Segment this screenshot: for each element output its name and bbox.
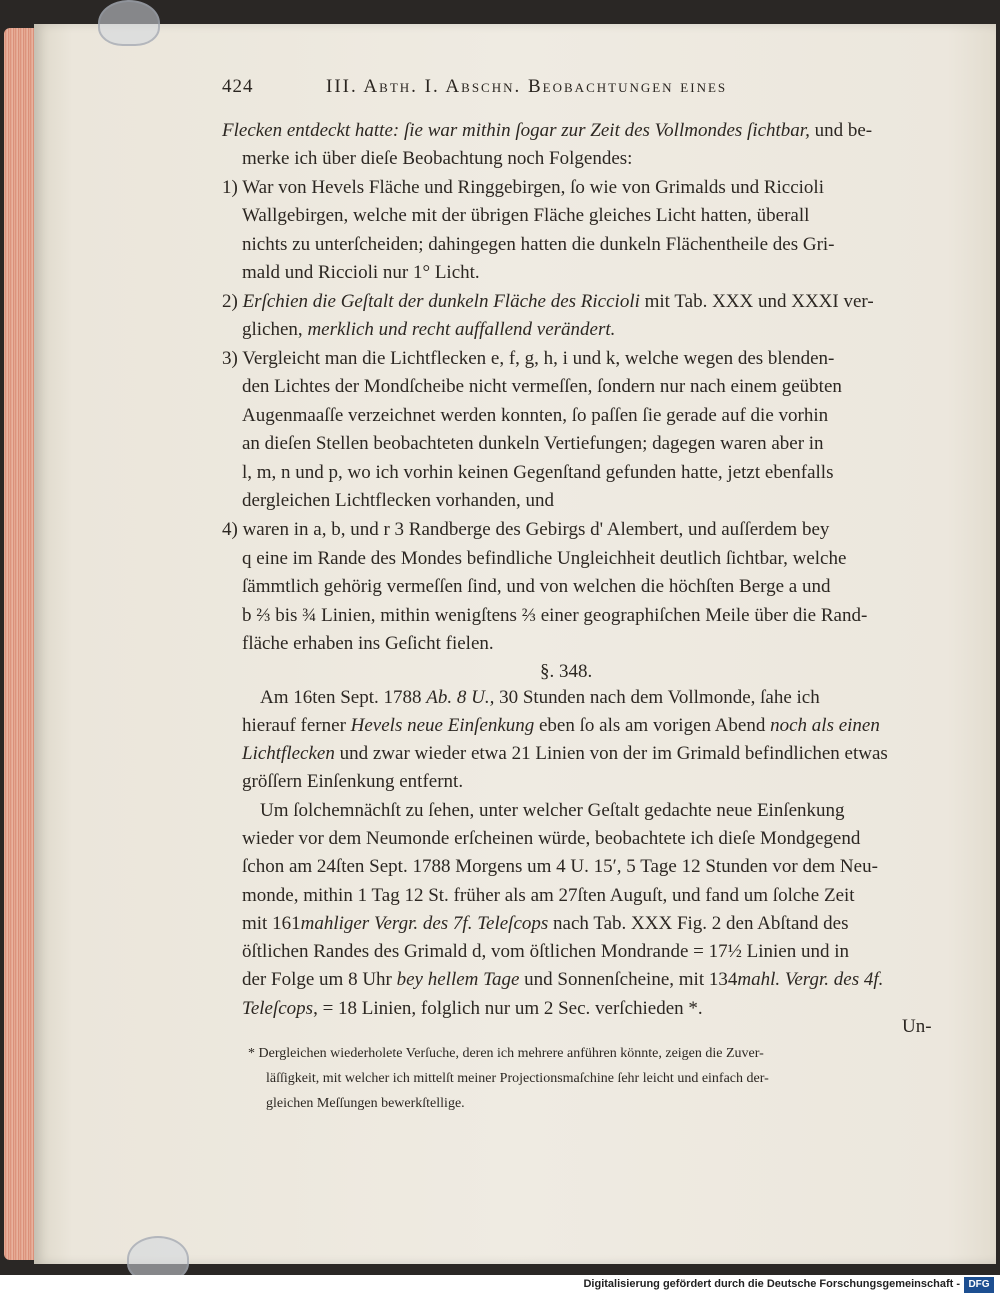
text-line: wieder vor dem Neumonde erſcheinen würde, beobachtete ich dieſe Mondgegend [242, 828, 861, 849]
text-line: nichts zu unterſcheiden; dahingegen hatten die dunkeln Flächentheile des Gri- [242, 234, 835, 255]
text-line: q eine im Rande des Mondes befindliche Ungleichheit deutlich ſichtbar, welche [242, 548, 847, 569]
text-line [260, 685, 820, 711]
text-line [222, 118, 872, 144]
text-line: Wallgebirgen, welche mit der übrigen Fläche gleiches Licht hatten, überall [242, 205, 810, 226]
text-line: merke ich über dieſe Beobachtung noch Folgendes: [242, 148, 633, 169]
text-italic: Hevels neue Einſenkung [350, 715, 535, 736]
page-number: 424 [222, 76, 254, 97]
text-italic: Flecken entdeckt hatte: ſie war mithin ſogar zur Zeit des Vollmondes ſichtbar, [222, 120, 810, 141]
text-line: ſämmtlich gehörig vermeſſen ſind, und von welchen die höchſten Berge a und [242, 576, 831, 597]
page-clip-top [98, 0, 160, 46]
text-span: glichen, [242, 319, 308, 340]
text-span: eben ſo als am vorigen Abend [534, 715, 771, 736]
text-span: mit Tab. XXX und XXXI ver- [639, 291, 874, 312]
text-italic: mahl. Vergr. des 4f. [737, 969, 884, 990]
text-span: 30 Stunden nach dem Vollmonde, ſahe ich [494, 687, 820, 708]
funding-credit: Digitalisierung gefördert durch die Deutsche Forschungsgemeinschaft - [583, 1278, 960, 1290]
page-header [222, 76, 842, 104]
text-italic: Ab. 8 U., [426, 687, 495, 708]
text-line: mald und Riccioli nur 1° Licht. [242, 262, 480, 283]
text-line [222, 289, 874, 315]
section-heading: §. 348. [540, 661, 593, 682]
text-line: den Lichtes der Mondſcheibe nicht vermeſſen, ſondern nur nach einem geübten [242, 376, 842, 397]
text-span: nach Tab. XXX Fig. 2 den Abſtand des [548, 913, 849, 934]
text-line [242, 317, 615, 343]
text-line [242, 967, 883, 993]
text-line: 4) waren in a, b, und r 3 Randberge des Gebirgs d' Alembert, und auſſerdem bey [222, 519, 830, 540]
text-italic: Teleſcops [242, 998, 314, 1019]
text-line: fläche erhaben ins Geſicht fielen. [242, 633, 494, 654]
text-span: und be- [809, 120, 873, 141]
text-italic: merklich und recht auffallend verändert. [307, 319, 616, 340]
text-italic: Erſchien die Geſtalt der dunkeln Fläche des Riccioli [242, 291, 640, 312]
text-span: 2) [222, 291, 243, 312]
text-line: 1) War von Hevels Fläche und Ringgebirgen, ſo wie von Grimalds und Riccioli [222, 177, 824, 198]
running-head: III. Abth. I. Abschn. Beobachtungen eines [326, 76, 728, 97]
text-span: Am 16ten Sept. 1788 [260, 687, 427, 708]
dfg-logo-icon: DFG [964, 1277, 994, 1293]
text-italic: noch als einen [770, 715, 880, 736]
text-span: mit 161 [242, 913, 301, 934]
text-line: ſchon am 24ſten Sept. 1788 Morgens um 4 U. 15′, 5 Tage 12 Stunden vor dem Neu- [242, 856, 878, 877]
text-span: hierauf ferner [242, 715, 351, 736]
text-line [242, 911, 848, 937]
text-line: an dieſen Stellen beobachteten dunkeln Vertiefungen; dagegen waren aber in [242, 433, 824, 454]
catchword: Un- [902, 1016, 932, 1037]
text-span: , = 18 Linien, folglich nur um 2 Sec. verſchieden *. [313, 998, 703, 1019]
text-line: Um ſolchemnächſt zu ſehen, unter welcher Geſtalt gedachte neue Einſenkung [260, 800, 845, 821]
text-line: gröſſern Einſenkung entfernt. [242, 771, 464, 792]
text-italic: Lichtflecken [242, 743, 335, 764]
text-span: und zwar wieder etwa 21 Linien von der im Grimald befindlichen etwas [334, 743, 888, 764]
footnote-line: gleichen Meſſungen bewerkſtellige. [266, 1096, 465, 1111]
text-line: b ⅔ bis ¾ Linien, mithin wenigſtens ⅔ einer geographiſchen Meile über die Rand- [242, 605, 868, 626]
text-italic: mahliger Vergr. des 7f. Teleſcops [300, 913, 549, 934]
book-fore-edge [4, 28, 34, 1260]
footnote-line: * Dergleichen wiederholete Verſuche, deren ich mehrere anführen könnte, zeigen die Zuver- [248, 1046, 764, 1061]
text-line [242, 741, 888, 767]
text-line: 3) Vergleicht man die Lichtflecken e, f, g, h, i und k, welche wegen des blenden- [222, 348, 835, 369]
footnote-line: läſſigkeit, mit welcher ich mittelſt meiner Projectionsmaſchine ſehr leicht und einfach der- [266, 1071, 769, 1086]
text-line: monde, mithin 1 Tag 12 St. früher als am 27ſten Auguſt, und fand um ſolche Zeit [242, 885, 855, 906]
text-line: öſtlichen Randes des Grimald d, vom öſtlichen Mondrande = 17½ Linien und in [242, 941, 849, 962]
text-line [242, 996, 703, 1022]
footer-bar [0, 1275, 1000, 1297]
text-line: dergleichen Lichtflecken vorhanden, und [242, 490, 554, 511]
text-line: Augenmaaſſe verzeichnet werden konnten, ſo paſſen ſie gerade auf die vorhin [242, 405, 829, 426]
text-span: und Sonnenſcheine, mit 134 [519, 969, 738, 990]
text-italic: bey hellem Tage [396, 969, 520, 990]
text-line: l, m, n und p, wo ich vorhin keinen Gegenſtand gefunden hatte, jetzt ebenfalls [242, 462, 834, 483]
text-line [242, 713, 880, 739]
text-span: der Folge um 8 Uhr [242, 969, 397, 990]
